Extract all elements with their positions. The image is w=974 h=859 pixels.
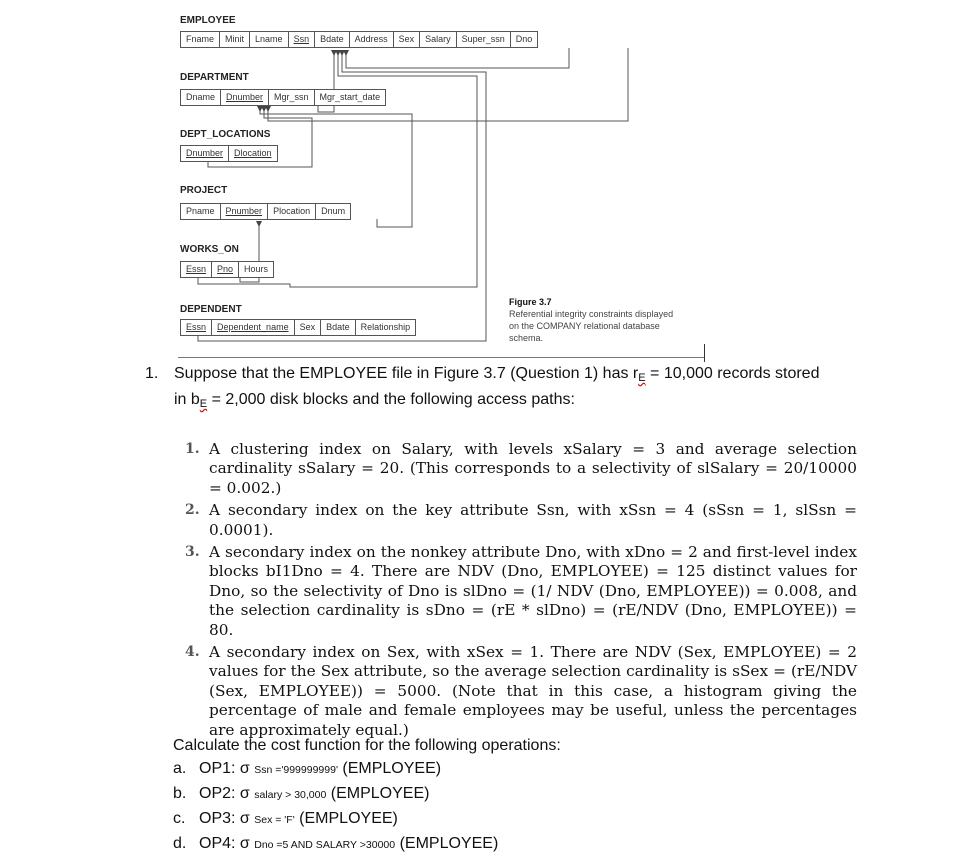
access-path-text: A secondary index on Sex, with xSex = 1. There are NDV (Sex, EMPLOYEE) = 2 values for the Sex attribute, so the average selection cardinality is sSex = (rE/NDV (Sex, EMPLOYEE)) = 5000. (Note that in this case, a histogram giving the percentage of male and female employees may be useful, unless the percentages are approximately equal.) [209,643,857,739]
dept-locations-field-dnumber: Dnumber [181,146,229,161]
access-path-text: A secondary index on the key attribute Ssn, with xSsn = 4 (sSsn = 1, slSsn = 0.0001). [209,501,857,539]
access-path-number: 1. [185,441,200,457]
employee-field-salary: Salary [420,32,457,47]
dept-locations-table [180,145,278,162]
operation-item [173,807,561,832]
works-on-field-hours: Hours [244,264,269,274]
question-line-2-tail: = 2,000 disk blocks and the following access paths: [207,391,575,408]
be-subscript: E [199,398,208,410]
operation-name: OP3: σ [199,810,250,827]
employee-title: EMPLOYEE [180,15,236,26]
department-field-mgr-ssn: Mgr_ssn [269,90,315,105]
works-on-field-essn: Essn [181,262,212,277]
question-line-1-tail: = 10,000 records stored [645,365,820,382]
operation-relation: (EMPLOYEE) [299,810,398,827]
dept-locations-title: DEPT_LOCATIONS [180,129,271,140]
department-field-dnumber: Dnumber [221,90,269,105]
project-title: PROJECT [180,185,228,196]
project-table [180,203,351,220]
text-cursor [704,344,705,362]
operation-item [173,782,561,807]
department-field-dname: Dname [181,90,221,105]
employee-field-ssn: Ssn [289,32,316,47]
question-line-2 [174,389,874,415]
access-path-number: 2. [185,502,200,519]
works-on-field-pno: Pno [212,262,239,277]
department-title: DEPARTMENT [180,72,249,83]
question-line-1-text: Suppose that the EMPLOYEE file in Figure 3.7 (Question 1) has r [174,365,639,382]
calculate-intro: Calculate the cost function for the following operations: [173,737,561,754]
operation-name: OP1: σ [199,760,250,777]
employee-table [180,31,538,48]
project-field-plocation: Plocation [268,204,316,219]
operation-name: OP4: σ [199,835,250,852]
calculate-section [173,734,561,857]
department-table [180,89,386,106]
access-path-item [185,543,857,640]
employee-field-super-ssn: Super_ssn [457,32,511,47]
operation-item [173,757,561,782]
operation-letter: b. [173,785,187,802]
figure-caption-line-3: schema. [509,333,544,343]
operation-condition: salary > 30,000 [254,789,327,801]
project-field-pnumber: Pnumber [221,204,269,219]
employee-field-minit: Minit [220,32,250,47]
operation-condition: Sex = 'F' [254,814,295,826]
operation-condition: Dno =5 AND SALARY >30000 [254,839,396,851]
referential-constraint-lines [0,0,974,360]
employee-field-address: Address [350,32,394,47]
employee-field-bdate: Bdate [315,32,350,47]
works-on-title: WORKS_ON [180,244,239,255]
access-path-number: 3. [185,544,200,561]
figure-caption-line-2: on the COMPANY relational database [509,321,660,331]
access-path-item [185,501,857,540]
re-subscript: E [638,372,646,384]
department-field-mgr-start-date: Mgr_start_date [319,92,381,102]
question-line-2-text: in b [174,391,200,408]
works-on-table [180,261,274,278]
operation-letter: d. [173,835,187,852]
operation-item [173,832,561,857]
dependent-field-essn: Essn [181,320,212,335]
employee-field-lname: Lname [250,32,289,47]
dependent-field-sex: Sex [295,320,322,335]
access-path-item [185,440,857,498]
dependent-field-dependent-name: Dependent_name [212,320,295,335]
operation-condition: Ssn ='999999999' [254,764,338,776]
employee-field-fname: Fname [181,32,220,47]
dependent-field-relationship: Relationship [360,322,411,332]
dependent-table [180,319,416,336]
question-line-1 [174,363,874,389]
access-path-text: A clustering index on Salary, with levels xSalary = 3 and average selection cardinality sSalary = 20. (This corresponds to a selectivity of slSalary = 20/10000 = 0.002.) [209,440,857,497]
project-field-pname: Pname [181,204,221,219]
figure-label: Figure 3.7 [509,297,552,307]
access-path-item [185,643,857,740]
employee-field-dno: Dno [515,34,533,44]
operation-relation: (EMPLOYEE) [342,760,442,777]
question-1 [145,363,874,415]
access-path-text: A secondary index on the nonkey attribute Dno, with xDno = 2 and first-level index blocks bI1Dno = 4. There are NDV (Dno, EMPLOYEE) = 125 distinct values for Dno, so the selectivity of Dno is slDno = (1/ NDV (Dno, EMPLOYEE)) = 0.008, and the selection cardinality is sDno = (rE * slDno) = (rE/NDV (Dno, EMPLOYEE)) = 80. [209,543,857,639]
dept-locations-field-dlocation: Dlocation [234,148,272,158]
operation-letter: c. [173,810,186,827]
operation-letter: a. [173,760,187,777]
dependent-field-bdate: Bdate [321,320,356,335]
project-field-dnum: Dnum [321,206,346,216]
figure-divider [178,357,705,358]
figure-caption [509,296,673,344]
access-path-number: 4. [185,644,200,661]
dependent-title: DEPENDENT [180,304,242,315]
operation-name: OP2: σ [199,785,250,802]
operation-relation: (EMPLOYEE) [330,785,430,802]
question-number: 1. [145,365,159,382]
access-paths-list [185,440,857,743]
figure-caption-line-1: Referential integrity constraints displayed [509,309,674,319]
operation-relation: (EMPLOYEE) [399,835,499,852]
employee-field-sex: Sex [394,32,421,47]
